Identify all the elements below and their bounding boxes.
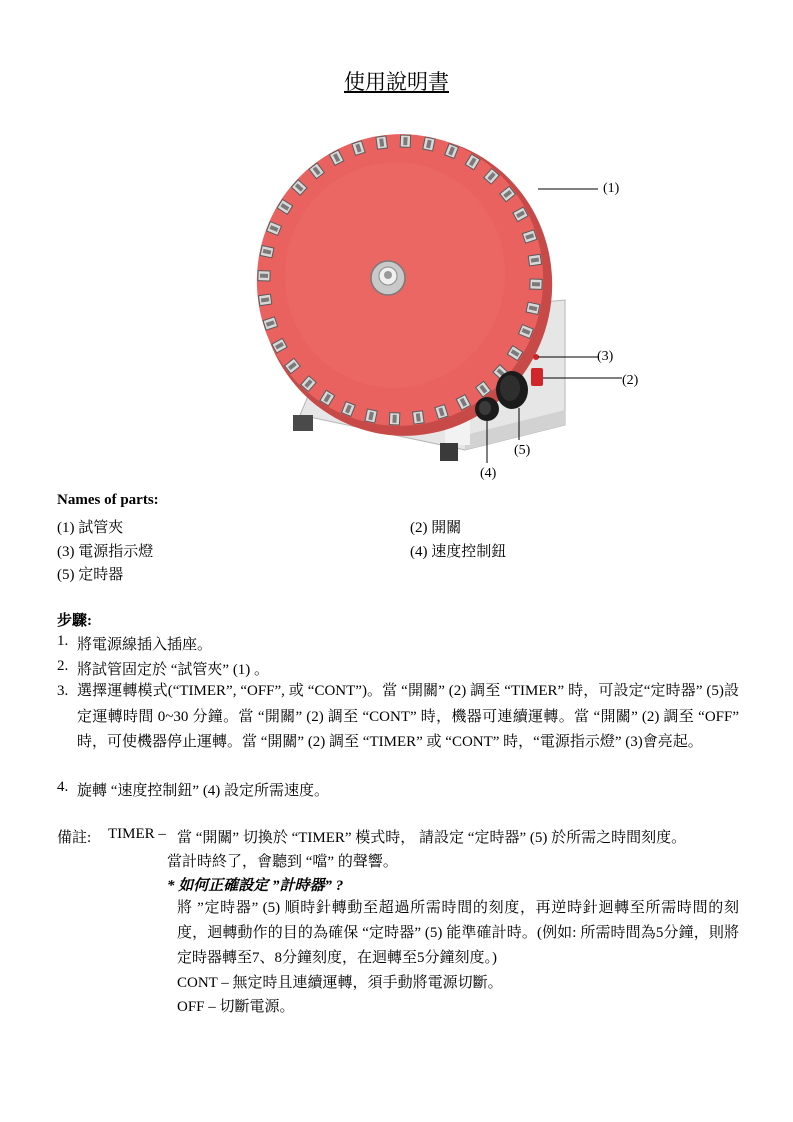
callout-3: (3) (597, 349, 614, 364)
callout-4: (4) (480, 466, 497, 481)
tube-clip (376, 136, 387, 149)
tube-clip (413, 411, 424, 424)
step-3-number: 3. (57, 683, 69, 699)
tube-clip (526, 302, 540, 314)
step-4: 旋轉 “速度控制鈕” (4) 設定所需速度。 (77, 783, 330, 799)
notes-howto-heading: * 如何正確設定 ”計時器” ? (167, 878, 344, 894)
steps-heading: 步驟: (57, 613, 92, 629)
notes-timer-label: TIMER – (108, 826, 166, 842)
notes-label: 備註: (57, 830, 92, 846)
callout-5: (5) (514, 443, 531, 458)
tube-clip (400, 135, 410, 147)
notes-timer-line-2: 當計時終了，會聽到 “噹” 的聲響。 (167, 854, 398, 870)
step-1-number: 1. (57, 633, 69, 649)
tube-clip (258, 271, 270, 281)
step-2: 將試管固定於 “試管夾” (1) 。 (77, 662, 270, 678)
callout-2: (2) (622, 373, 639, 388)
tube-clip (260, 246, 274, 258)
step-2-number: 2. (57, 658, 69, 674)
tube-clip (530, 279, 542, 289)
step-4-number: 4. (57, 779, 69, 795)
callout-1: (1) (603, 181, 620, 196)
tube-clip (258, 294, 271, 306)
part-1: (1) 試管夾 (57, 520, 124, 536)
step-1: 將電源線插入插座。 (77, 637, 213, 653)
notes-off: OFF – 切斷電源。 (177, 999, 295, 1015)
part-2: (2) 開關 (410, 520, 462, 536)
page-title: 使用說明書 (344, 70, 449, 94)
tube-clip (389, 413, 399, 425)
part-4: (4) 速度控制鈕 (410, 544, 507, 560)
notes-cont: CONT – 無定時且連續運轉，須手動將電源切斷。 (177, 975, 503, 991)
product-figure (220, 125, 660, 490)
tube-clip (423, 137, 435, 151)
tube-clip (365, 409, 377, 423)
part-5: (5) 定時器 (57, 567, 124, 583)
parts-heading: Names of parts: (57, 492, 159, 508)
tube-clip (528, 254, 541, 266)
notes-timer-line-1: 當 “開關” 切換於 “TIMER” 模式時， 請設定 “定時器” (5) 於所需之時間刻度。 (177, 830, 687, 846)
rotator-machine-photo (230, 125, 580, 463)
step-3: 選擇運轉模式(“TIMER”, “OFF”, 或 “CONT”)。當 “開關” (2) 調至 “TIMER” 時，可設定“定時器” (5)設定運轉時間 0~30 分鐘。當 “開關” (2) 調至 “CONT” 時，機器可連續運轉。當 “開關” (2) 調至 “OFF” 時，可使機器停止運轉。當 “開關” (2) 調至 “TIMER” 或 “CONT” 時，“電源指示燈” (3)會亮起。 (77, 683, 739, 750)
part-3: (3) 電源指示燈 (57, 544, 154, 560)
notes-howto-text: 將 ”定時器” (5) 順時針轉動至超過所需時間的刻度，再逆時針迴轉至所需時間的刻度，迴轉動作的目的為確保 “定時器” (5) 能準確計時。(例如: 所需時間為5分鐘，則將定時器轉至7、8分鐘刻度，在迴轉至5分鐘刻度。) (177, 900, 739, 966)
